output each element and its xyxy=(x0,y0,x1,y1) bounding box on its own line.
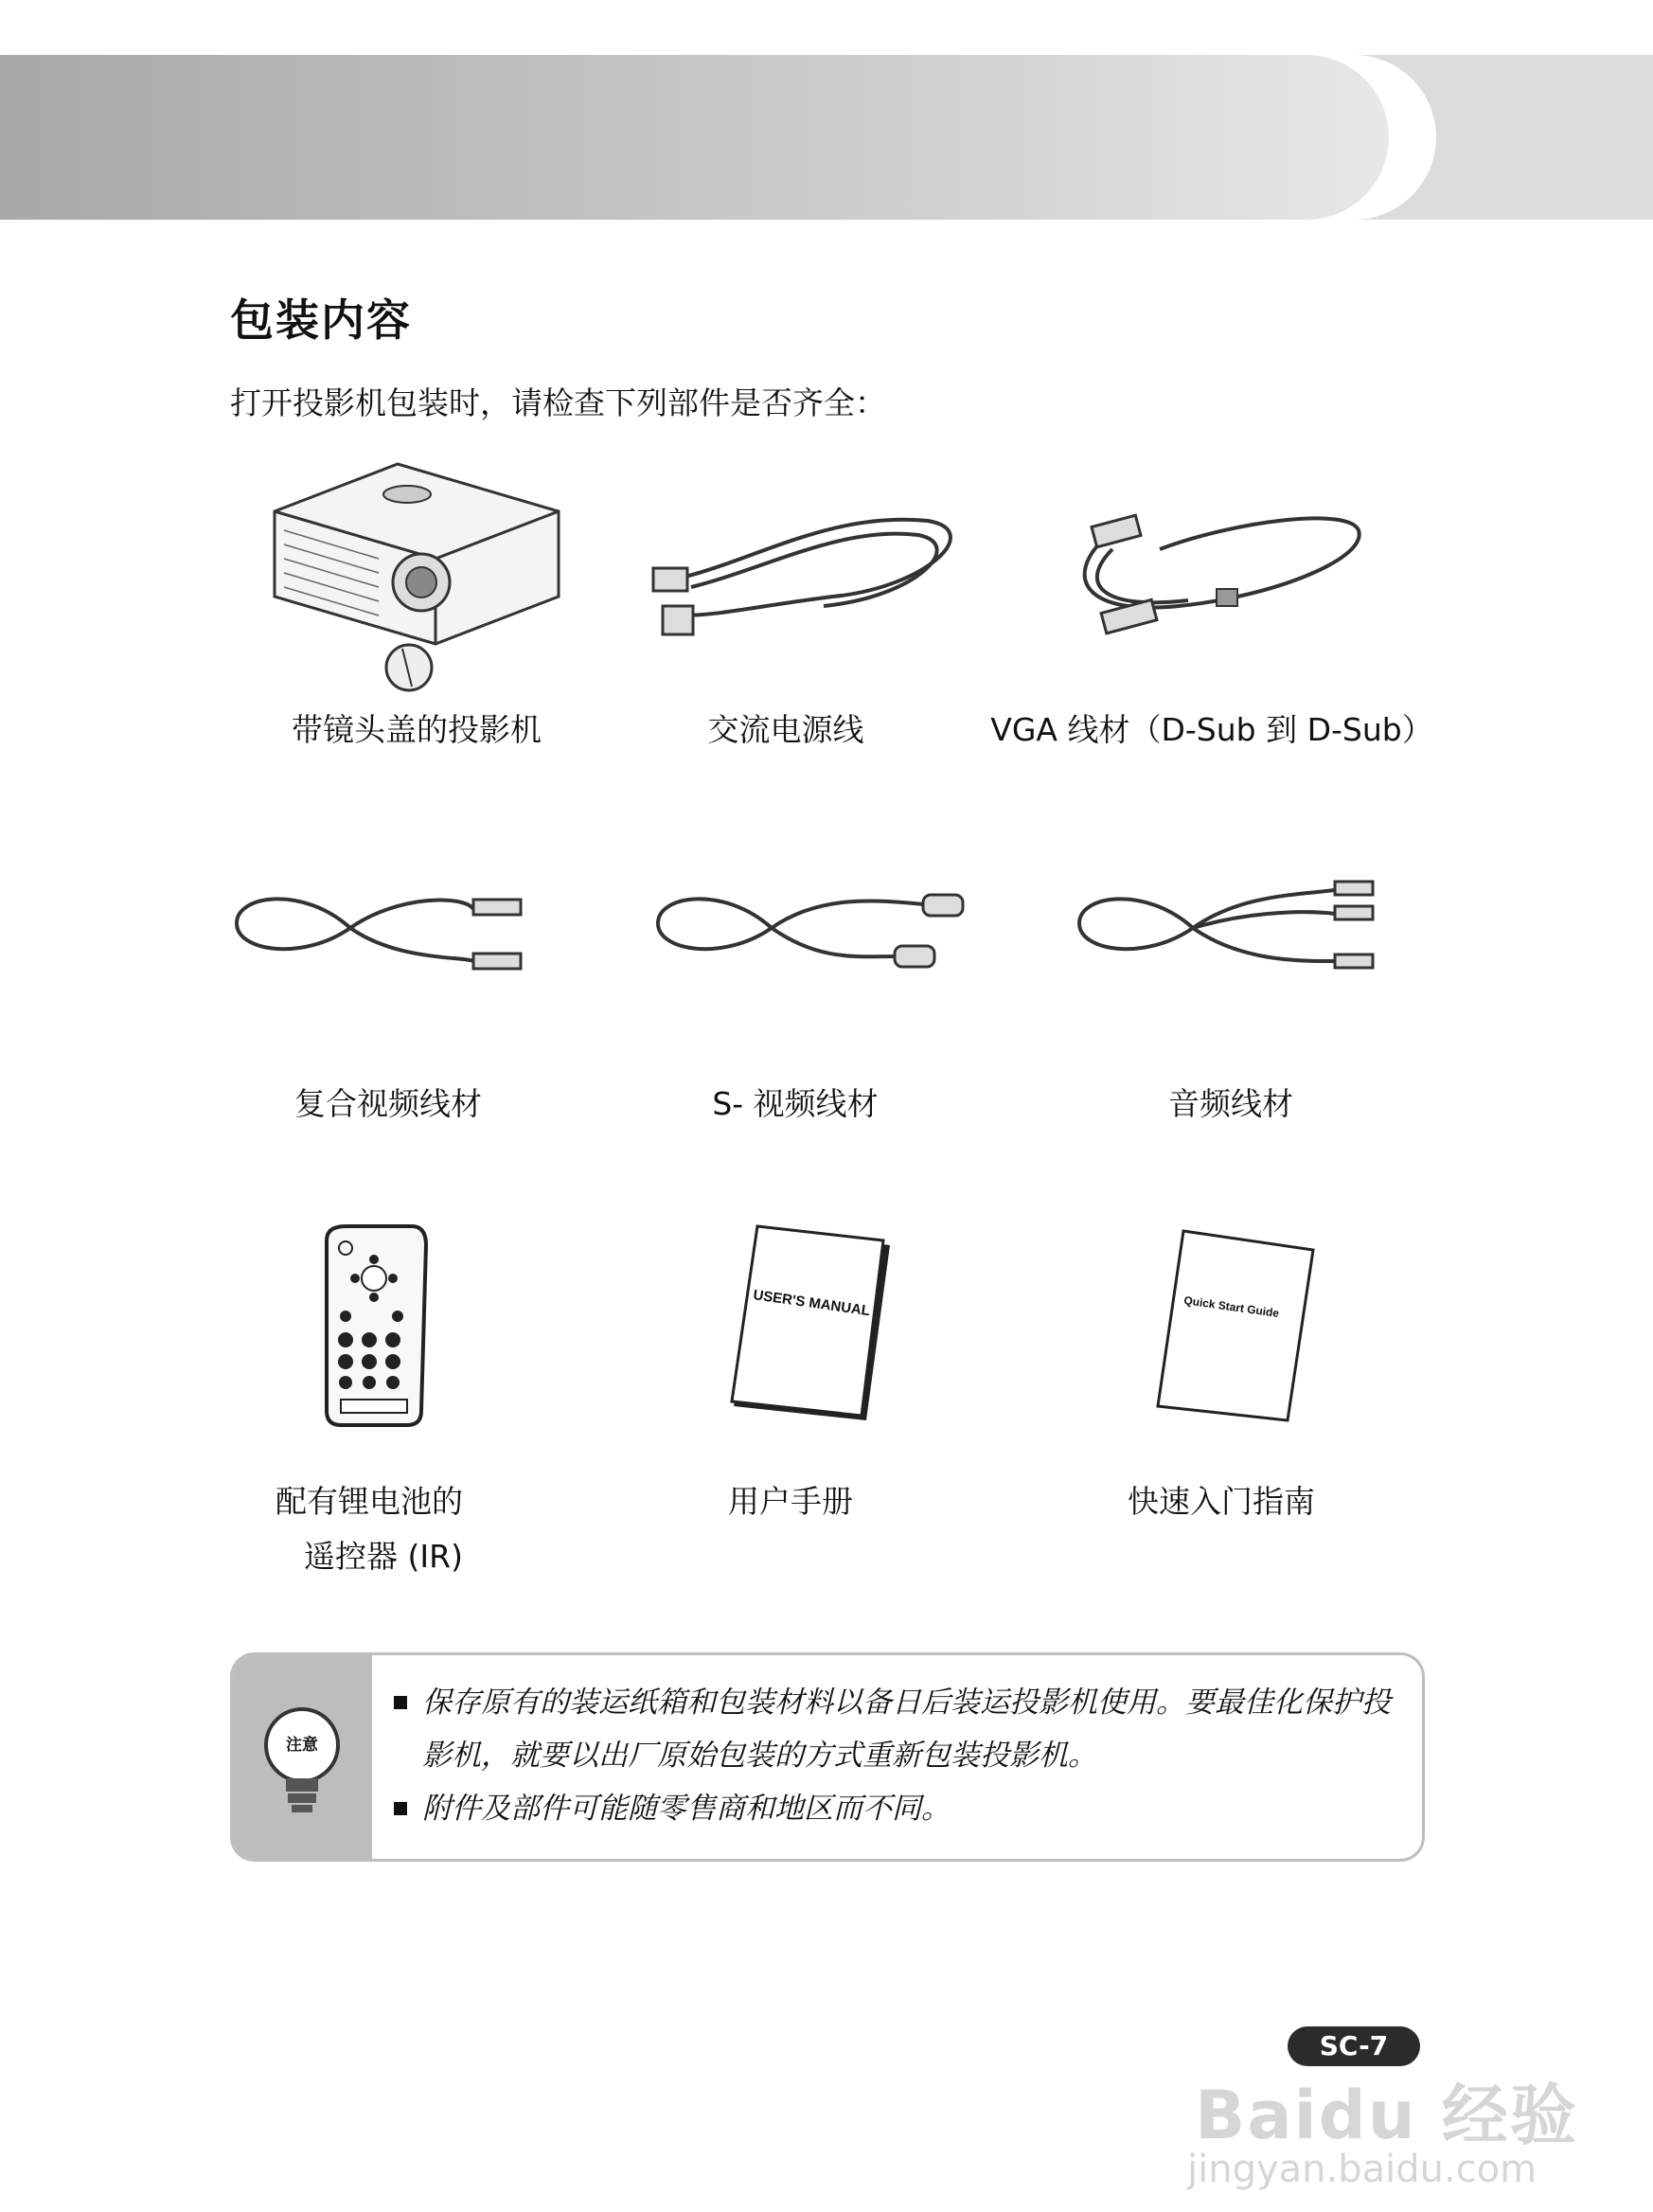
note-label: 注意 xyxy=(286,1736,318,1755)
watermark-logo: Baidu 经验 xyxy=(1195,2077,1578,2154)
audio-cable-icon xyxy=(1070,876,1430,980)
caption-s-video-cable: S- 视频线材 xyxy=(712,1085,879,1122)
users-manual-icon xyxy=(724,1222,895,1430)
composite-video-cable-icon xyxy=(227,876,568,980)
caption-projector: 带镜头盖的投影机 xyxy=(292,711,542,748)
item-quick-start-guide xyxy=(1150,1226,1321,1430)
item-s-video-cable xyxy=(649,876,1008,980)
quick-start-guide-icon xyxy=(1150,1226,1321,1430)
watermark-url: jingyan.baidu.com xyxy=(1187,2148,1537,2191)
note-bullet-1 xyxy=(394,1696,407,1709)
remote-control-icon xyxy=(317,1222,431,1430)
caption-power-cord: 交流电源线 xyxy=(707,711,864,748)
page-title: 包装内容 xyxy=(230,294,412,346)
caption-audio-cable: 音频线材 xyxy=(1168,1085,1293,1122)
header-band xyxy=(0,0,1653,227)
note-box xyxy=(230,1652,1425,1862)
note-line-2: 影机，就要以出厂原始包装的方式重新包装投影机。 xyxy=(422,1739,1097,1773)
caption-users-manual: 用户手册 xyxy=(728,1483,853,1520)
item-remote xyxy=(317,1222,431,1430)
note-sidebar xyxy=(233,1655,372,1859)
item-vga-cable xyxy=(1046,502,1387,653)
power-cord-icon xyxy=(644,502,975,653)
caption-quick-start-guide: 快速入门指南 xyxy=(1128,1483,1315,1520)
projector-icon xyxy=(256,455,578,701)
s-video-cable-icon xyxy=(649,876,1008,980)
caption-composite-cable: 复合视频线材 xyxy=(294,1085,482,1122)
item-users-manual xyxy=(724,1222,895,1430)
lightbulb-icon xyxy=(233,1655,372,1859)
page-number-badge: SC-7 xyxy=(1288,2026,1420,2066)
note-bullet-2 xyxy=(394,1802,407,1815)
users-manual-cover-text: USER'S MANUAL xyxy=(752,1287,872,1320)
item-composite-cable xyxy=(227,876,568,980)
intro-text: 打开投影机包装时，请检查下列部件是否齐全： xyxy=(230,384,886,421)
caption-remote-line2: 遥控器 (IR) xyxy=(304,1538,463,1575)
item-projector xyxy=(256,455,578,701)
item-power-cord xyxy=(644,502,975,653)
item-audio-cable xyxy=(1070,876,1430,980)
note-line-3: 附件及部件可能随零售商和地区而不同。 xyxy=(422,1792,951,1826)
vga-cable-icon xyxy=(1046,502,1387,653)
note-line-1: 保存原有的装运纸箱和包装材料以备日后装运投影机使用。要最佳化保护投 xyxy=(422,1686,1391,1720)
caption-remote-line1: 配有锂电池的 xyxy=(276,1483,463,1520)
quick-start-cover-text: Quick Start Guide xyxy=(1182,1293,1280,1321)
caption-vga-cable: VGA 线材（D-Sub 到 D-Sub） xyxy=(990,711,1433,748)
